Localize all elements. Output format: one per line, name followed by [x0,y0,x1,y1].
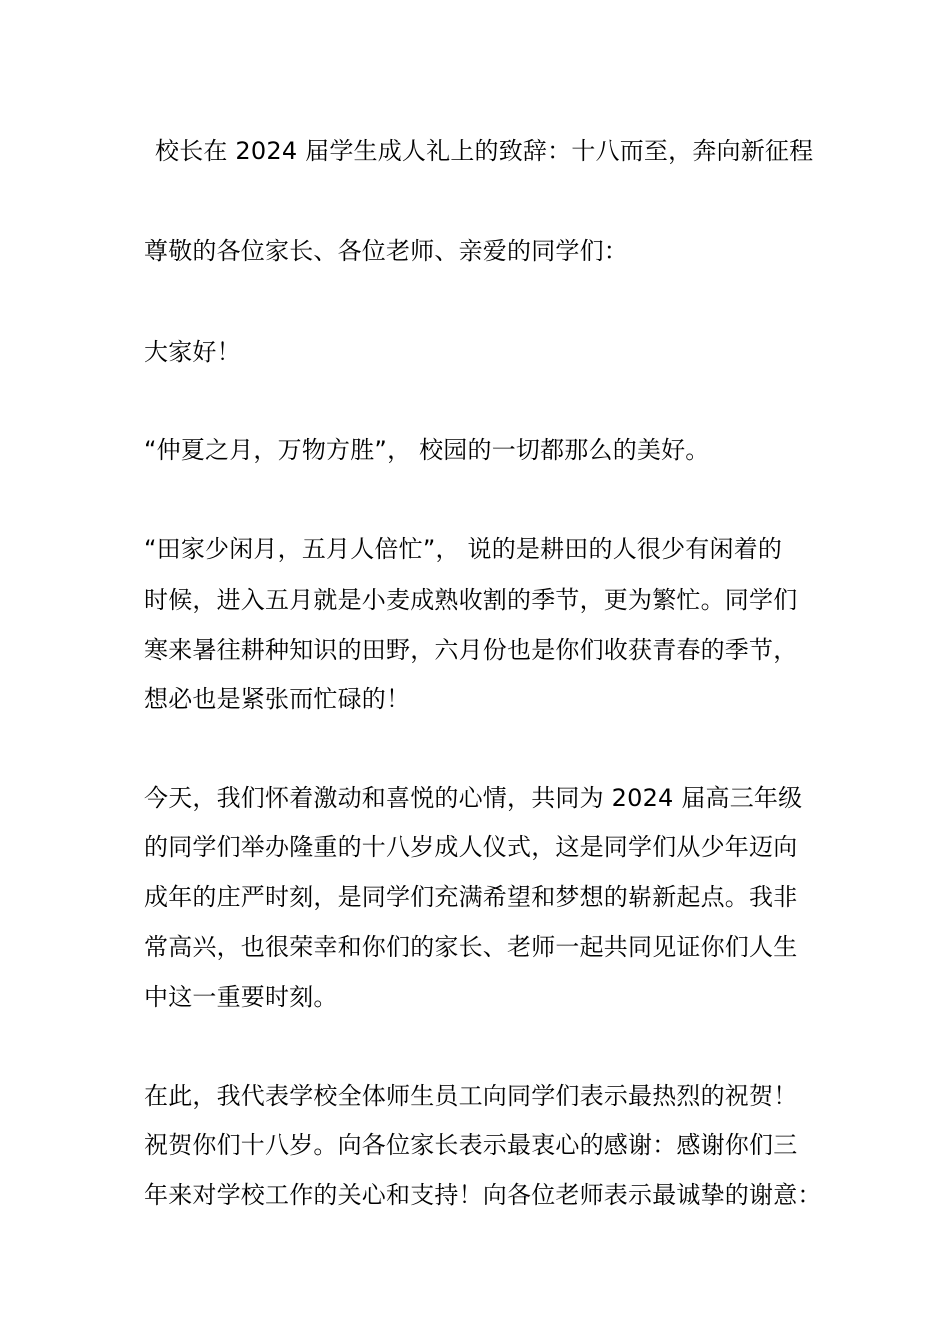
paragraph-line: 中这一重要时刻。 [144,983,338,1011]
paragraph-line: 寒来暑往耕种知识的田野，六月份也是你们收获青春的季节， [144,636,798,664]
salutation-line: 尊敬的各位家长、各位老师、亲爱的同学们： [144,237,628,265]
paragraph-line: “仲夏之月，万物方胜”， 校园的一切都那么的美好。 [144,436,710,464]
paragraph-line: 今天，我们怀着激动和喜悦的心情，共同为 2024 届高三年级 [144,784,803,812]
document-title: 校长在 2024 届学生成人礼上的致辞：十八而至，奔向新征程 [155,137,814,165]
greeting-line: 大家好！ [144,338,241,366]
paragraph-line: 在此，我代表学校全体师生员工向同学们表示最热烈的祝贺！ [144,1082,798,1110]
paragraph-line: 常高兴，也很荣幸和你们的家长、老师一起共同见证你们人生 [144,933,798,961]
paragraph-line: “田家少闲月，五月人倍忙”， 说的是耕田的人很少有闲着的 [144,535,783,563]
paragraph-line: 的同学们举办隆重的十八岁成人仪式，这是同学们从少年迈向 [144,833,798,861]
paragraph-line: 成年的庄严时刻，是同学们充满希望和梦想的崭新起点。我非 [144,883,798,911]
paragraph-line: 年来对学校工作的关心和支持！向各位老师表示最诚挚的谢意： [144,1181,822,1209]
paragraph-line: 祝贺你们十八岁。向各位家长表示最衷心的感谢：感谢你们三 [144,1131,798,1159]
paragraph-line: 想必也是紧张而忙碌的！ [144,685,411,713]
paragraph-line: 时候，进入五月就是小麦成熟收割的季节，更为繁忙。同学们 [144,586,798,614]
